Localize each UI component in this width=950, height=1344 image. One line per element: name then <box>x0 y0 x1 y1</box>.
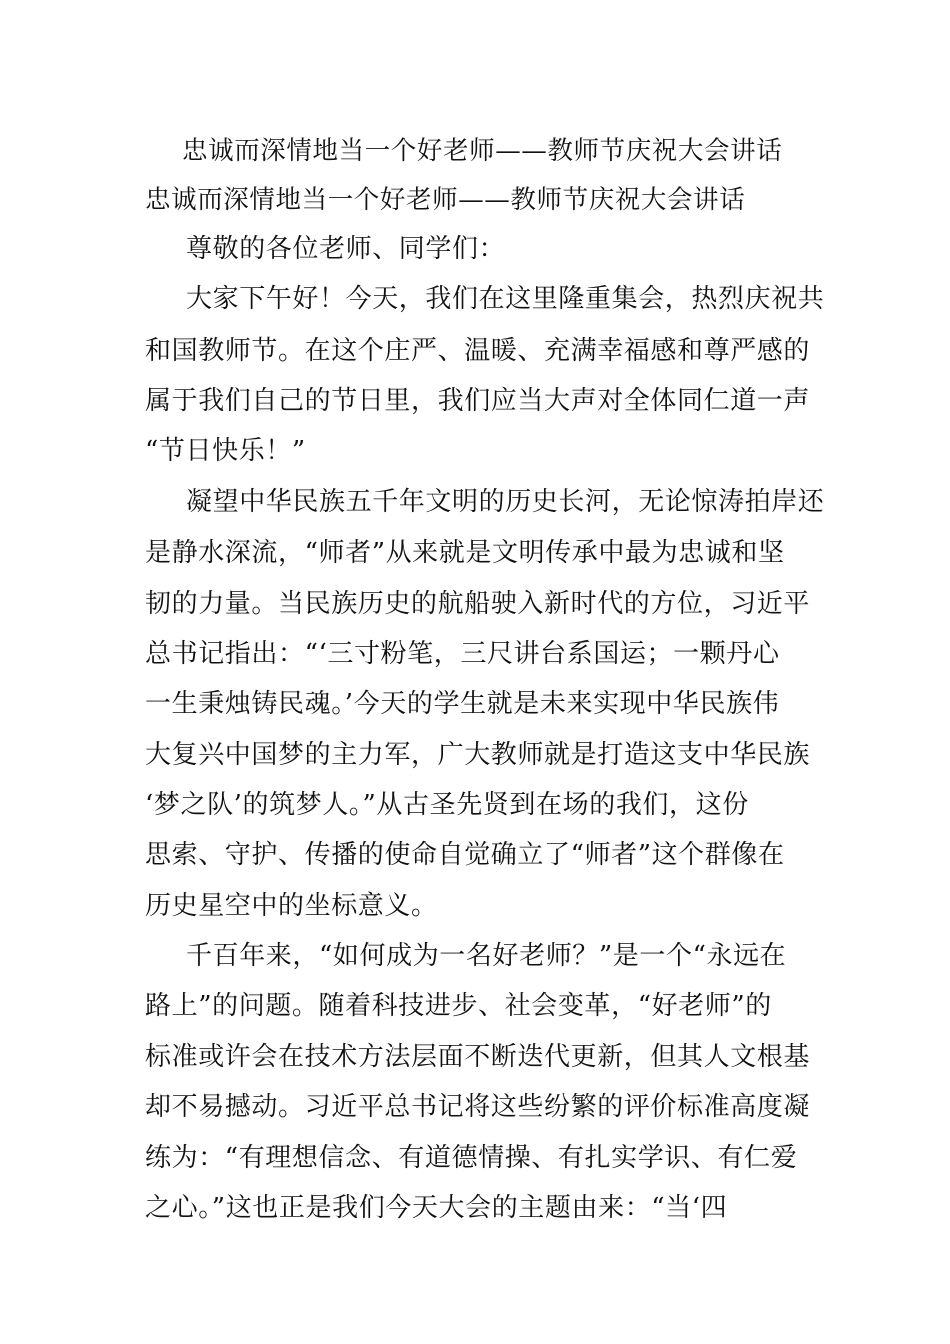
paragraph-line: 思索、守护、传播的使命自觉确立了“师者”这个群像在 <box>145 840 785 870</box>
paragraph-line: 和国教师节。在这个庄严、温暖、充满幸福感和尊严感的 <box>145 336 811 366</box>
paragraph-line: “节日快乐！” <box>145 436 306 466</box>
paragraph-line: 历史星空中的坐标意义。 <box>145 891 438 921</box>
paragraph-line: 属于我们自己的节日里，我们应当大声对全体同仁道一声 <box>145 386 811 416</box>
paragraph-line: 之心。”这也正是我们今天大会的主题由来：“当‘四 <box>145 1193 728 1223</box>
paragraph-line: 千百年来，“如何成为一名好老师？”是一个“永远在 <box>186 941 787 971</box>
paragraph-line: 凝望中华民族五千年文明的历史长河，无论惊涛拍岸还 <box>186 487 825 517</box>
paragraph-line: 大家下午好！今天，我们在这里隆重集会，热烈庆祝共 <box>186 284 825 314</box>
paragraph-line: 韧的力量。当民族历史的航船驶入新时代的方位，习近平 <box>145 589 811 619</box>
document-title: 忠诚而深情地当一个好老师——教师节庆祝大会讲话 <box>145 185 746 215</box>
paragraph-line: 大复兴中国梦的主力军，广大教师就是打造这支中华民族 <box>145 740 811 770</box>
paragraph-line: 标准或许会在技术方法层面不断迭代更新，但其人文根基 <box>145 1042 811 1072</box>
paragraph-line: 路上”的问题。随着科技进步、社会变革，“好老师”的 <box>145 991 772 1021</box>
paragraph-line: 是静水深流，“师者”从来就是文明传承中最为忠诚和坚 <box>145 538 785 568</box>
salutation: 尊敬的各位老师、同学们： <box>186 234 506 264</box>
paragraph-line: ‘梦之队’的筑梦人。”从古圣先贤到在场的我们，这份 <box>145 790 749 820</box>
document-title-indented: 忠诚而深情地当一个好老师——教师节庆祝大会讲话 <box>182 136 783 166</box>
paragraph-line: 一生秉烛铸民魂。’今天的学生就是未来实现中华民族伟 <box>145 689 780 719</box>
paragraph-line: 练为：“有理想信念、有道德情操、有扎实学识、有仁爱 <box>145 1143 798 1173</box>
paragraph-line: 总书记指出：“‘三寸粉笔，三尺讲台系国运；一颗丹心 <box>145 639 780 669</box>
paragraph-line: 却不易撼动。习近平总书记将这些纷繁的评价标准高度凝 <box>145 1092 811 1122</box>
